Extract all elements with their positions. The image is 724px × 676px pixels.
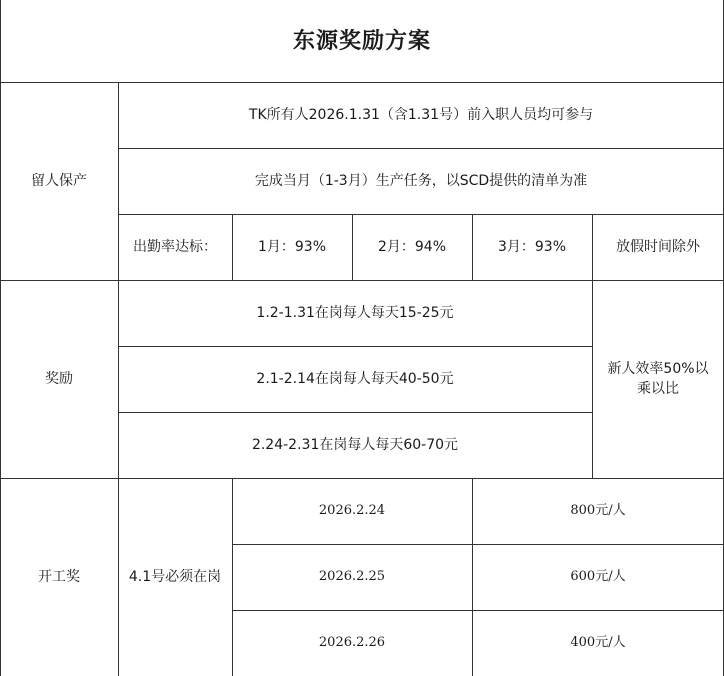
table-border xyxy=(352,214,353,280)
eligibility-text: TK所有人2026.1.31（含1.31号）前入职人员均可参与 xyxy=(248,107,594,123)
retention-label: 留人保产 xyxy=(31,173,87,189)
table-border xyxy=(232,478,233,676)
table-border xyxy=(472,478,473,676)
table-border xyxy=(232,610,724,611)
bonus-date: 2026.2.26 xyxy=(318,635,386,650)
table-border xyxy=(118,148,724,149)
attendance-label: 出勤率达标： xyxy=(133,239,217,255)
attendance-month-2: 2月：94% xyxy=(377,239,447,255)
reward-item: 2.1-2.14在岗每人每天40-50元 xyxy=(256,371,454,387)
attendance-month-3: 3月：93% xyxy=(497,239,567,255)
reward-item: 1.2-1.31在岗每人每天15-25元 xyxy=(256,305,454,321)
new-hire-efficiency-note: 新人效率50%以乘以比 xyxy=(607,361,709,397)
table-border xyxy=(118,82,119,676)
reward-label: 奖励 xyxy=(45,371,73,387)
bonus-amount: 400元/人 xyxy=(570,635,626,650)
attendance-month-1: 1月：93% xyxy=(257,239,327,255)
table-border xyxy=(118,412,592,413)
table-border xyxy=(232,214,233,280)
table-border xyxy=(232,544,724,545)
bonus-date: 2026.2.24 xyxy=(318,503,386,518)
bonus-date: 2026.2.25 xyxy=(318,569,386,584)
production-task-text: 完成当月（1-3月）生产任务，以SCD提供的清单为准 xyxy=(254,173,588,189)
table-border xyxy=(0,82,724,83)
holiday-exclusion-note: 放假时间除外 xyxy=(616,239,700,255)
bonus-amount: 800元/人 xyxy=(570,503,626,518)
table-border xyxy=(0,478,724,479)
table-border xyxy=(0,0,1,676)
start-bonus-condition: 4.1号必须在岗 xyxy=(128,569,222,585)
table-border xyxy=(472,214,473,280)
table-border xyxy=(118,346,592,347)
table-border xyxy=(0,280,724,281)
table-border xyxy=(592,214,593,478)
reward-item: 2.24-2.31在岗每人每天60-70元 xyxy=(251,437,459,453)
start-bonus-label: 开工奖 xyxy=(38,569,80,585)
table-border xyxy=(118,214,724,215)
page-title: 东源奖励方案 xyxy=(292,28,431,54)
bonus-amount: 600元/人 xyxy=(570,569,626,584)
